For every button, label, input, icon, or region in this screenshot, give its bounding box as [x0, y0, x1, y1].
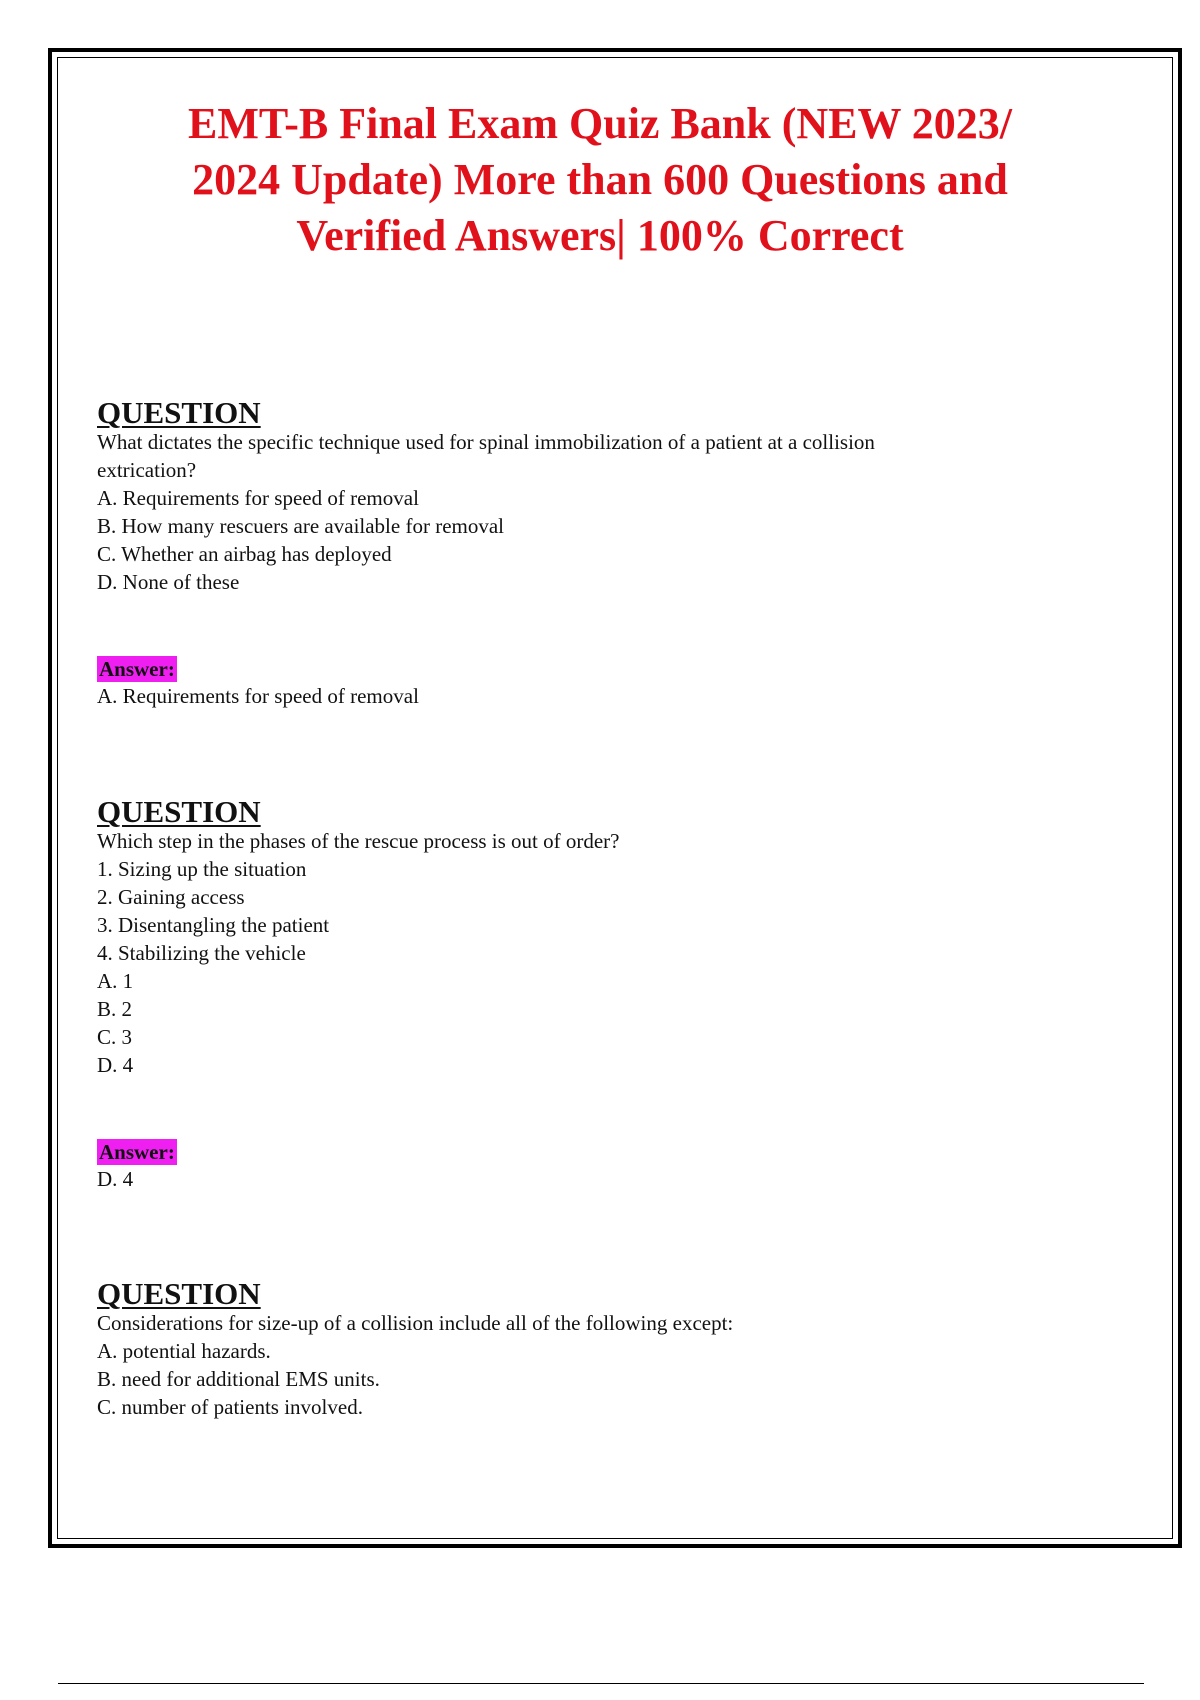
answer-option: A. potential hazards.	[97, 1339, 271, 1363]
answer-option: A. 1	[97, 969, 134, 993]
answer-option: C. number of patients involved.	[97, 1395, 363, 1419]
answer-option: B. need for additional EMS units.	[97, 1367, 380, 1391]
question-block	[97, 794, 1057, 1079]
answer-label: Answer:	[99, 657, 175, 681]
answer-option: D. 4	[97, 1053, 134, 1077]
title-line: EMT-B Final Exam Quiz Bank (NEW 2023/	[188, 99, 1012, 148]
answer-option: A. Requirements for speed of removal	[97, 486, 419, 510]
title-line: Verified Answers| 100% Correct	[296, 211, 904, 260]
answer-option: 2. Gaining access	[97, 885, 245, 909]
question-block	[97, 1276, 1057, 1421]
answer-option: C. 3	[97, 1025, 133, 1049]
document-title	[80, 96, 1120, 264]
answer-option: D. None of these	[97, 570, 240, 594]
answer-option: 1. Sizing up the situation	[97, 857, 307, 881]
answer-option: B. 2	[97, 997, 133, 1021]
answer-option: C. Whether an airbag has deployed	[97, 542, 392, 566]
answer-label: Answer:	[99, 1140, 175, 1164]
answer-text: D. 4	[97, 1167, 134, 1191]
answer-option: 4. Stabilizing the vehicle	[97, 941, 306, 965]
question-text: extrication?	[97, 458, 197, 482]
answer-block	[97, 1139, 1057, 1193]
question-text: Which step in the phases of the rescue process is out of order?	[97, 829, 620, 853]
question-heading: QUESTION	[97, 395, 261, 430]
question-text: What dictates the specific technique used for spinal immobilization of a patient at a collision	[97, 430, 875, 454]
question-block	[97, 395, 1057, 596]
question-heading: QUESTION	[97, 794, 261, 829]
answer-option: B. How many rescuers are available for removal	[97, 514, 504, 538]
footer-divider	[58, 1683, 1144, 1684]
title-line: 2024 Update) More than 600 Questions and	[192, 155, 1008, 204]
answer-block	[97, 656, 1057, 710]
answer-text: A. Requirements for speed of removal	[97, 684, 419, 708]
question-heading: QUESTION	[97, 1276, 261, 1311]
answer-option: 3. Disentangling the patient	[97, 913, 330, 937]
question-text: Considerations for size-up of a collision include all of the following except:	[97, 1311, 734, 1335]
